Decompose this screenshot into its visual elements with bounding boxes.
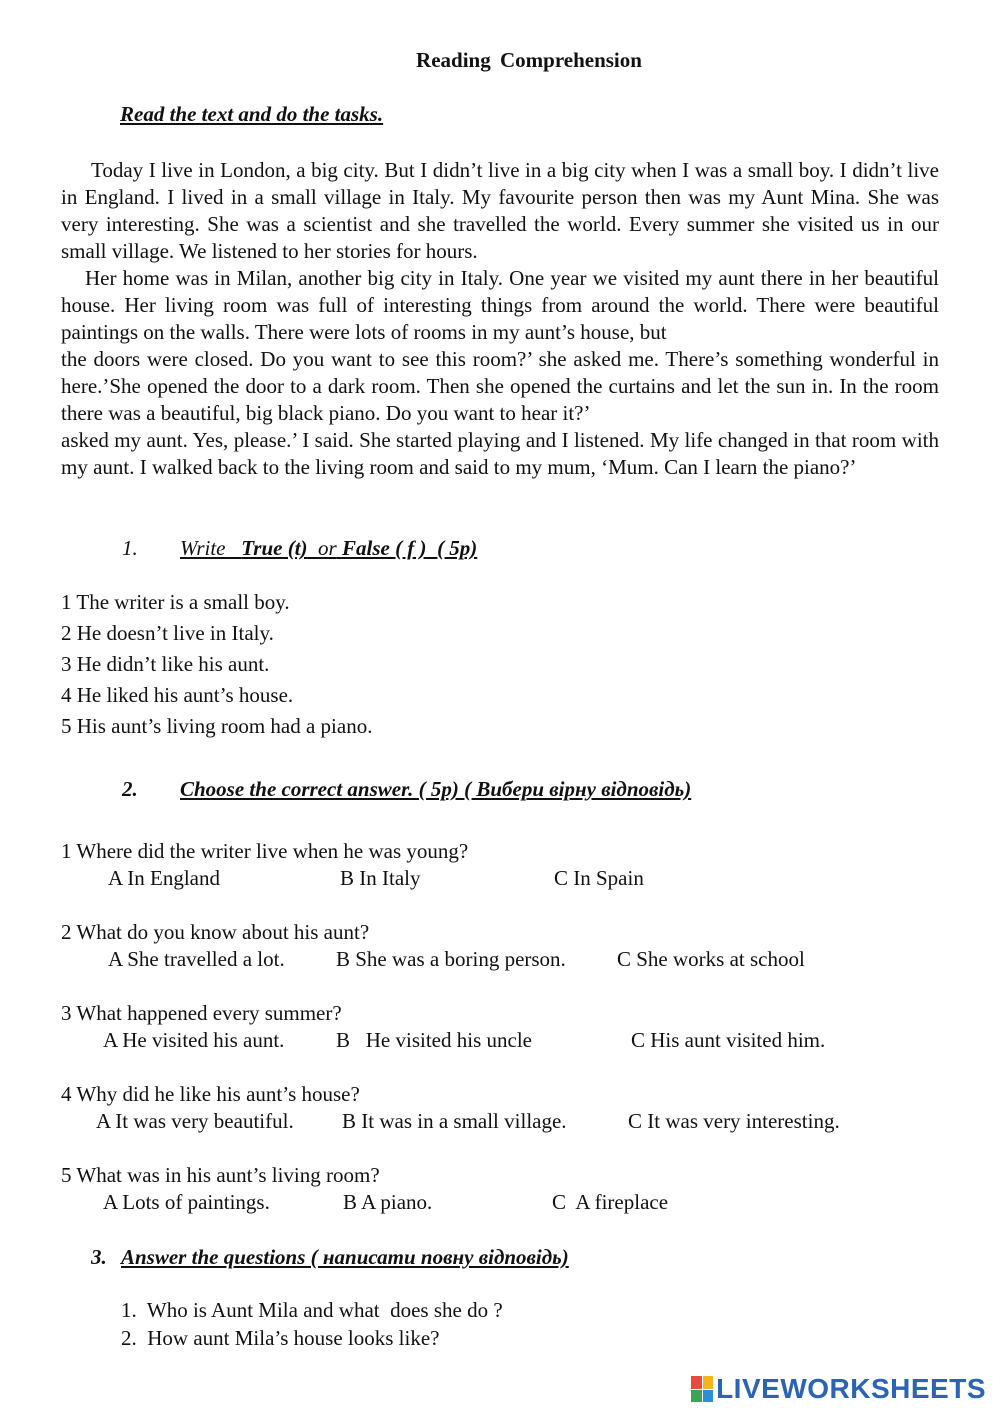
logo-mark-square bbox=[691, 1390, 702, 1403]
mc-option-c: C In Spain bbox=[554, 866, 644, 890]
mc-question: 4 Why did he like his aunt’s house? bbox=[61, 1082, 360, 1106]
logo-text: LIVEWORKSHEETS bbox=[716, 1373, 986, 1404]
task1-points: ( 5p) bbox=[437, 536, 478, 560]
logo-mark-square bbox=[703, 1376, 714, 1389]
open-question: 2. How aunt Mila’s house looks like? bbox=[121, 1326, 440, 1350]
mc-option-b: B He visited his uncle bbox=[336, 1028, 532, 1052]
mc-option-a: A It was very beautiful. bbox=[96, 1109, 294, 1133]
mc-option-a: A He visited his aunt. bbox=[103, 1028, 285, 1052]
mc-option-a: A In England bbox=[108, 866, 220, 890]
task2-heading: Choose the correct answer. ( 5p) ( Вибери вірну відповідь) bbox=[180, 777, 692, 801]
mc-option-c: C His aunt visited him. bbox=[631, 1028, 826, 1052]
mc-question: 5 What was in his aunt’s living room? bbox=[61, 1163, 380, 1187]
passage-paragraph-1: Today I live in London, a big city. But I didn’t live in a big city when I was a small boy. I didn’t live in England. I lived in a small village in Italy. My favourite person then was my Aunt Mina. She was very interesting. She was a scientist and she travelled the world. Every summer she visited us in our small village. We listened to her stories for hours. bbox=[61, 158, 939, 263]
mc-question: 2 What do you know about his aunt? bbox=[61, 920, 370, 944]
task1-write: Write bbox=[180, 536, 226, 560]
mc-option-b: B She was a boring person. bbox=[336, 947, 566, 971]
task1-or: or bbox=[318, 536, 337, 560]
task1-false: False ( f ) bbox=[341, 536, 427, 560]
reading-passage bbox=[61, 157, 939, 481]
logo-mark-square bbox=[691, 1376, 702, 1389]
task1-heading bbox=[180, 536, 477, 561]
mc-option-b: B In Italy bbox=[340, 866, 421, 890]
liveworksheets-logo bbox=[691, 1374, 986, 1404]
task1-number: 1. bbox=[122, 536, 138, 560]
mc-option-b: B It was in a small village. bbox=[342, 1109, 567, 1133]
passage-paragraph-2 bbox=[61, 265, 939, 481]
tf-statement: 5 His aunt’s living room had a piano. bbox=[61, 714, 373, 738]
passage-line: the doors were closed. Do you want to see this room?’ she asked me. There’s something wonderful in here.’She opened the door to a dark room. Then she opened the curtains and let the sun in. In the room there was a beautiful, big black piano. Do you want to hear it?’ bbox=[61, 347, 939, 425]
instruction: Read the text and do the tasks. bbox=[120, 102, 384, 126]
task3-number: 3. bbox=[91, 1245, 107, 1269]
mc-option-a: A Lots of paintings. bbox=[103, 1190, 270, 1214]
open-question: 1. Who is Aunt Mila and what does she do ? bbox=[121, 1298, 503, 1322]
mc-option-b: B A piano. bbox=[343, 1190, 433, 1214]
mc-option-c: C A fireplace bbox=[552, 1190, 669, 1214]
page-title: Reading Comprehension bbox=[416, 48, 642, 72]
mc-question: 1 Where did the writer live when he was young? bbox=[61, 839, 469, 863]
mc-option-c: C It was very interesting. bbox=[628, 1109, 840, 1133]
tf-statement: 3 He didn’t like his aunt. bbox=[61, 652, 270, 676]
passage-line: asked my aunt. Yes, please.’ I said. She started playing and I listened. My life changed in that room with my aunt. I walked back to the living room and said to my mum, ‘Mum. Can I learn the piano?’ bbox=[61, 428, 939, 479]
tf-statement: 1 The writer is a small boy. bbox=[61, 590, 290, 614]
task1-true: True (t) bbox=[241, 536, 308, 560]
mc-option-c: C She works at school bbox=[617, 947, 805, 971]
logo-mark-square bbox=[703, 1390, 714, 1403]
task3-heading: Answer the questions ( написати повну відповідь) bbox=[121, 1245, 569, 1269]
tf-statement: 2 He doesn’t live in Italy. bbox=[61, 621, 274, 645]
passage-line: Her home was in Milan, another big city in Italy. One year we visited my aunt there in her beautiful house. Her living room was full of interesting things from around the world. There were beautiful paintings on the walls. There were lots of rooms in my aunt’s house, but bbox=[61, 266, 939, 344]
task2-number: 2. bbox=[122, 777, 138, 801]
mc-question: 3 What happened every summer? bbox=[61, 1001, 342, 1025]
logo-mark-icon bbox=[691, 1376, 713, 1402]
tf-statement: 4 He liked his aunt’s house. bbox=[61, 683, 294, 707]
mc-option-a: A She travelled a lot. bbox=[108, 947, 285, 971]
